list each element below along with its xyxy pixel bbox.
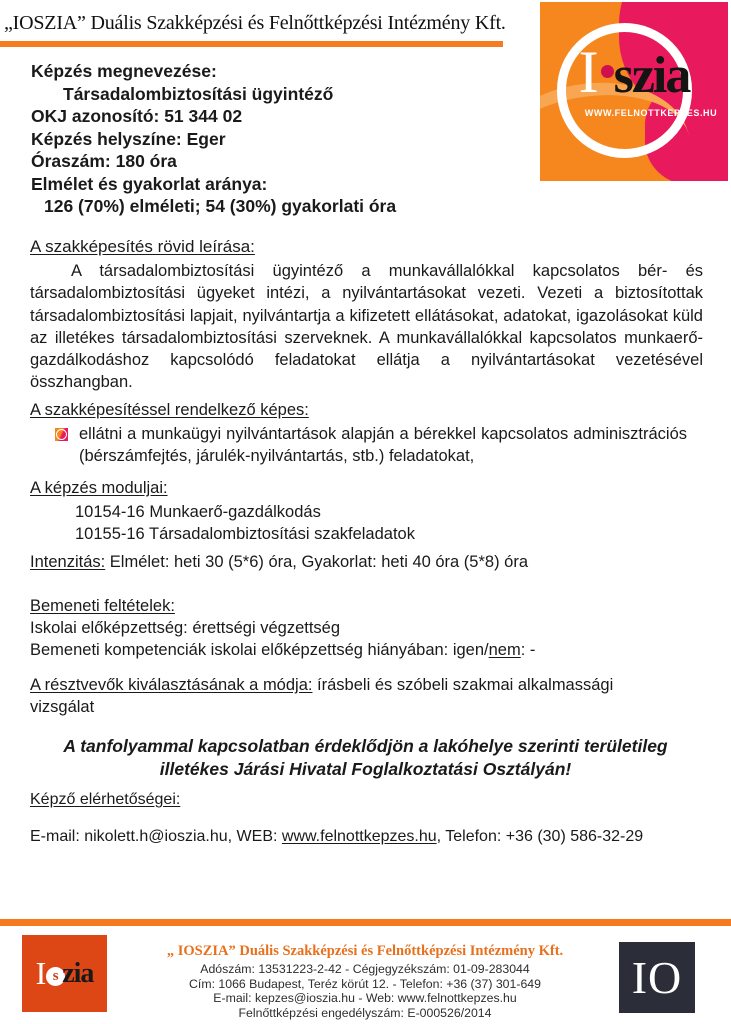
contact-line — [30, 828, 643, 846]
intensity-value: Elmélet: heti 30 (5*6) óra, Gyakorlat: heti 40 óra (5*8) óra — [105, 553, 529, 571]
footer-tax-line: Adószám: 13531223-2-42 - Cégjegyzékszám: 01-09-283044 — [200, 962, 530, 976]
module-item: 10154-16 Munkaerő-gazdálkodás — [75, 503, 321, 521]
contact-notice: A tanfolyammal kapcsolatban érdeklődjön a lakóhelye szerinti területileg illetékes Járási Hivatal Foglalkoztatási Osztályán! — [63, 736, 668, 779]
competence-list-item — [55, 423, 687, 468]
course-hours: Óraszám: 180 óra — [31, 151, 177, 171]
entry-heading: Bemeneti feltételek: — [30, 597, 175, 615]
contact-email-text: E-mail: nikolett.h@ioszia.hu, WEB: — [30, 828, 282, 845]
ioszia-bullet-icon — [55, 428, 68, 441]
course-info-block — [31, 60, 396, 218]
entry-education-line: Iskolai előképzettség: érettségi végzettség — [30, 619, 341, 637]
competence-text: ellátni a munkaügyi nyilvántartások alapján a bérekkel kapcsolatos adminisztrációs (bérszámfejtés, járulék-nyilvántartás, stb.) feladatokat, — [79, 425, 687, 466]
modules-heading: A képzés moduljai: — [30, 479, 168, 497]
footer-io-logo: IO — [619, 942, 695, 1013]
selection-method-label: A résztvevők kiválasztásának a módja: — [30, 676, 313, 694]
contact-phone-text: , Telefon: +36 (30) 586-32-29 — [436, 828, 644, 845]
entry-competence-nem: nem — [488, 641, 521, 659]
modules-list — [75, 501, 415, 546]
footer-info-block — [110, 943, 620, 1020]
contact-heading: Képző elérhetőségei: — [30, 791, 181, 808]
course-okj-id: OKJ azonosító: 51 344 02 — [31, 106, 243, 126]
intensity-label: Intenzitás: — [30, 553, 106, 571]
footer-logo-letter-s: s — [52, 968, 59, 984]
course-name: Társadalombiztosítási ügyintéző — [63, 83, 334, 104]
course-location: Képzés helyszíne: Eger — [31, 128, 226, 149]
footer-company-name: „ IOSZIA” Duális Szakképzési és Felnőttképzési Intézmény Kft. — [166, 943, 564, 959]
competences-heading: A szakképesítéssel rendelkező képes: — [30, 401, 309, 419]
footer-logo-letter-i: I — [35, 955, 47, 991]
footer-license-line: Felnőttképzési engedélyszám: E-000526/2014 — [238, 1005, 492, 1020]
logo-website-text: WWW.FELNOTTKEPZES.HU — [584, 108, 718, 118]
selection-method-value: írásbeli és szóbeli szakmai alkalmassági vizsgálat — [30, 676, 614, 717]
course-ratio-label: Elmélet és gyakorlat aránya: — [31, 173, 268, 194]
intensity-line — [30, 551, 528, 573]
entry-competence-line — [30, 639, 535, 661]
logo-letter-i: I — [578, 39, 599, 105]
module-item: 10155-16 Társadalombiztosítási szakfeladatok — [75, 525, 415, 544]
entry-competence-suffix: : - — [520, 641, 536, 659]
footer-divider — [0, 919, 731, 926]
header-company-title: „IOSZIA” Duális Szakképzési és Felnőttképzési Intézmény Kft. — [4, 12, 506, 34]
description-paragraph: A társadalombiztosítási ügyintéző a munkavállalókkal kapcsolatos bér- és társadalombiztosítási ügyeket intézi, a nyilvántartásokat vezeti. Vezeti a biztosítottak társadalombiztosítási lapjait, nyilvántartja a kifizetett ellátásokat, adatokat, igazolásokat küld az illetékes társadalombiztosítási szerveknek. A munkavállalókkal kapcsolatos munkaerő-gazdálkodáshoz kapcsolódó feladatokat ellátja a nyilvántartásokat vezetésével összhangban. — [30, 262, 703, 392]
logo-letters-szia: szia — [613, 47, 690, 104]
footer-email-web-line: E-mail: kepzes@ioszia.hu - Web: www.felnottkepzes.hu — [213, 991, 517, 1006]
logo-dot-icon — [601, 65, 614, 78]
course-name-label: Képzés megnevezése: — [31, 61, 217, 81]
logo-wordmark — [540, 38, 728, 107]
entry-competence-prefix: Bemeneti kompetenciák iskolai előképzettség hiányában: igen/ — [30, 641, 489, 659]
contact-web-link[interactable]: www.felnottkepzes.hu — [281, 828, 437, 845]
footer-logo-letters-zia: zia — [62, 957, 94, 989]
ioszia-logo — [540, 2, 728, 181]
description-heading: A szakképesítés rövid leírása: — [30, 237, 255, 256]
footer-address-line: Cím: 1066 Budapest, Teréz körút 12. - Telefon: +36 (37) 301-649 — [189, 976, 541, 991]
header-divider — [0, 41, 503, 47]
selection-method-block — [30, 674, 670, 719]
footer-ioszia-logo — [22, 935, 107, 1012]
course-ratio-value: 126 (70%) elméleti; 54 (30%) gyakorlati óra — [44, 196, 397, 216]
